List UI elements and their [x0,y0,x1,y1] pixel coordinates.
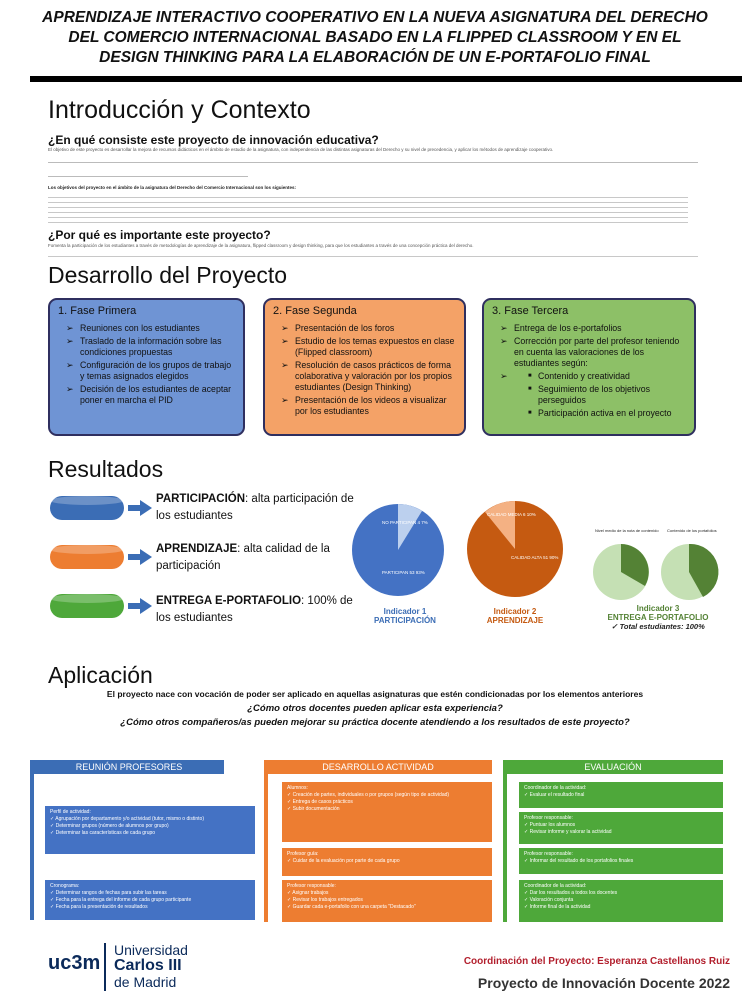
pie1-label-no: NO PARTICIPAN 4 7% [382,520,428,525]
title-line-2: DEL COMERCIO INTERNACIONAL BASADO EN LA FLIPPED CLASSROOM Y EN EL [68,29,682,46]
indicator-2 [470,607,560,625]
resultados-heading: Resultados [48,456,164,482]
phase-2-item: ➢ Resolución de casos prácticos de forma colaborativa y valoración por los propios estudiantes (Design Thinking) [295,360,456,393]
intro-question-2: ¿Por qué es importante este proyecto? [48,228,271,242]
participacion-cylinder [50,496,124,520]
logo-divider [104,943,106,991]
phase-3-box [482,298,696,436]
aplicacion-heading: Aplicación [48,662,153,688]
phase-3-subitem: ■ Seguimiento de los objetivos perseguidos [538,384,686,406]
intro-objectives-text [48,193,688,223]
indicator-2-line1: Indicador 2 [493,607,537,616]
title-line-3: DESIGN THINKING PARA LA ELABORACIÓN DE UN E-PORTAFOLIO FINAL [99,49,651,66]
aprendizaje-desc: : alta calidad de la participación [156,543,330,572]
pie-charts-entrega [585,526,735,606]
col-desarrollo-bar [264,774,268,922]
phase-2-item: ➢ Presentación de los foros [295,323,456,334]
intro-q2-text: Fomenta la participación de los estudiantes a través de metodologías de aprendizaje de la asignatura, flipped classroom y design thinking, para que los estudiantes a través de una concepción práctica del derecho. [48,243,474,248]
col-evaluacion-bar [503,774,507,922]
title-line-1: APRENDIZAJE INTERACTIVO COOPERATIVO EN LA NUEVA ASIGNATURA DEL DERECHO [42,9,708,26]
intro-text-lines-2 [48,176,248,177]
poster-title [20,8,730,68]
entrega-cylinder [50,594,124,618]
participacion-text [156,491,356,525]
entrega-arrow [140,598,152,614]
phase-3-item: ➢ Entrega de los e-portafolios [514,323,686,334]
pie2-label-alta: CALIDAD ALTA 51 90% [511,555,559,560]
col-desarrollo-box-1: Alumnos: ✓ Creación de partes, individuales o por grupos (según tipo de actividad) ✓ Entrega de casos prácticos ✓ Subir documentación [282,782,492,842]
university-line-2: Carlos III [114,957,182,974]
university-line-1: Universidad [114,942,188,958]
phase-1-item: ➢ Decisión de los estudiantes de aceptar poner en marcha el PID [80,384,235,406]
indicator-3 [588,604,728,631]
indicator-3-line1: Indicador 3 [636,604,680,613]
pie-chart-participacion [352,496,448,606]
intro-question-1: ¿En qué consiste este proyecto de innovación educativa? [48,133,379,147]
entrega-label: ENTREGA E-PORTAFOLIO [156,595,302,607]
title-divider [30,76,742,82]
phase-2-title: 2. Fase Segunda [273,305,357,317]
col-reunion-box-2: Cronograma: ✓ Determinar rangos de fechas para subir las tareas ✓ Fecha para la entrega del informe de cada grupo participante ✓ Fecha para la presentación de resultados [45,880,255,920]
col-evaluacion-box-2: Profesor responsable: ✓ Puntuar los alumnos ✓ Revisar informe y valorar la actividad [519,812,723,844]
university-line-3: de Madrid [114,974,177,990]
col-desarrollo-box-2: Profesor guía: ✓ Cuidar de la evaluación por parte de cada grupo [282,848,492,876]
phase-1-item: ➢ Configuración de los grupos de trabajo y temas asignados elegidos [80,360,235,382]
phase-1-title: 1. Fase Primera [58,305,137,317]
aprendizaje-text [156,541,356,575]
phase-1-box [48,298,245,436]
participacion-arrow [140,500,152,516]
indicator-3-line3: ✓ Total estudiantes: 100% [611,622,705,631]
aprendizaje-label: APRENDIZAJE [156,543,238,555]
phase-1-item: ➢ Traslado de la información sobre las condiciones propuestas [80,336,235,358]
entrega-text [156,593,361,627]
intro-text-lines [48,162,698,163]
col-evaluacion-box-1: Coordinador de la actividad: ✓ Evaluar el resultado final [519,782,723,808]
aprendizaje-arrow [140,549,152,565]
project-name: Proyecto de Innovación Docente 2022 [477,975,730,991]
pie-chart-aprendizaje [465,494,565,606]
pie1-label-yes: PARTICIPAN 53 93% [382,570,425,575]
uc3m-logo: uc3m [48,952,101,974]
col-reunion-head: REUNIÓN PROFESORES [34,760,224,774]
indicator-1-line2: PARTICIPACIÓN [374,616,436,625]
indicator-2-line2: APRENDIZAJE [486,616,544,625]
aplicacion-line-2: ¿Cómo otros docentes pueden aplicar esta experiencia? [247,703,503,714]
phase-3-item: ➢ Corrección por parte del profesor teniendo en cuenta las valoraciones de los estudiantes según: [514,336,686,369]
phase-2-box [263,298,466,436]
phase-2-item: ➢ Presentación de los videos a visualizar por los estudiantes [295,395,456,417]
phase-1-item: ➢ Reuniones con los estudiantes [80,323,235,334]
col-desarrollo-head: DESARROLLO ACTIVIDAD [264,760,492,774]
indicator-1-line1: Indicador 1 [383,607,427,616]
col-reunion-bar [30,760,34,920]
intro-heading: Introducción y Contexto [48,96,311,124]
pie2-label-media: CALIDAD MEDIA 6 10% [487,512,536,517]
intro-list-title: Los objetivos del proyecto en el ámbito de la asignatura del Derecho del Comercio Internacional son los siguientes: [48,185,297,190]
aplicacion-line-3: ¿Cómo otros compañeros/as pueden mejorar su práctica docente atendiendo a los resultados de este proyecto? [120,717,630,728]
phase-3-subitem: ■ ➢ Contenido y creatividad [538,371,686,382]
university-name [114,942,188,990]
pie3-title-1: Nivel medio de la nota de contenido [595,528,659,533]
participacion-desc: : alta participación de los estudiantes [156,493,354,522]
col-evaluacion-head: EVALUACIÓN [503,760,723,774]
participacion-label: PARTICIPACIÓN [156,493,246,505]
aplicacion-line-1: El proyecto nace con vocación de poder ser aplicado en aquellas asignaturas que estén condicionadas por los elementos anteriores [106,689,644,699]
project-coordination: Coordinación del Proyecto: Esperanza Castellanos Ruiz [463,956,730,967]
aprendizaje-cylinder [50,545,124,569]
col-evaluacion-box-3: Profesor responsable: ✓ Informar del resultado de los portafolios finales [519,848,723,874]
indicator-3-line2: ENTREGA E-PORTAFOLIO [607,613,709,622]
phase-2-item: ➢ Estudio de los temas expuestos en clase (Flipped classroom) [295,336,456,358]
intro-q1-text: El objetivo de este proyecto es desarrollar la mejora de recursos didácticos en el ámbito de estudio de la asignatura, con independencia de las distintas asignaturas del Derecho y su nivel de precedencia, y aplicar los métodos de aprendizaje cooperativo. [48,147,554,152]
col-evaluacion-box-4: Coordinador de la actividad: ✓ Dar los resultados a todos los docentes ✓ Valoración conjunta ✓ Informe final de la actividad [519,880,723,922]
indicator-1 [360,607,450,625]
col-desarrollo-box-3: Profesor responsable: ✓ Asignar trabajos ✓ Revisar los trabajos entregados ✓ Guardar cada e-portafolio con una carpeta "Destacado" [282,880,492,922]
phase-3-title: 3. Fase Tercera [492,305,569,317]
phase-3-subitem: ■ Participación activa en el proyecto [538,408,686,419]
pie3-title-2: Contenido de los portafolios [667,528,717,533]
intro-q2-lines [48,253,698,259]
entrega-desc: : 100% de los estudiantes [156,595,353,624]
desarrollo-heading: Desarrollo del Proyecto [48,262,288,288]
col-reunion-box-1: Perfil de actividad: ✓ Agrupación por departamento y/o actividad (tutor, mismo o distinto) ✓ Determinar grupos (número de alumnos por grupo) ✓ Determinar las características de cada grupo [45,806,255,854]
